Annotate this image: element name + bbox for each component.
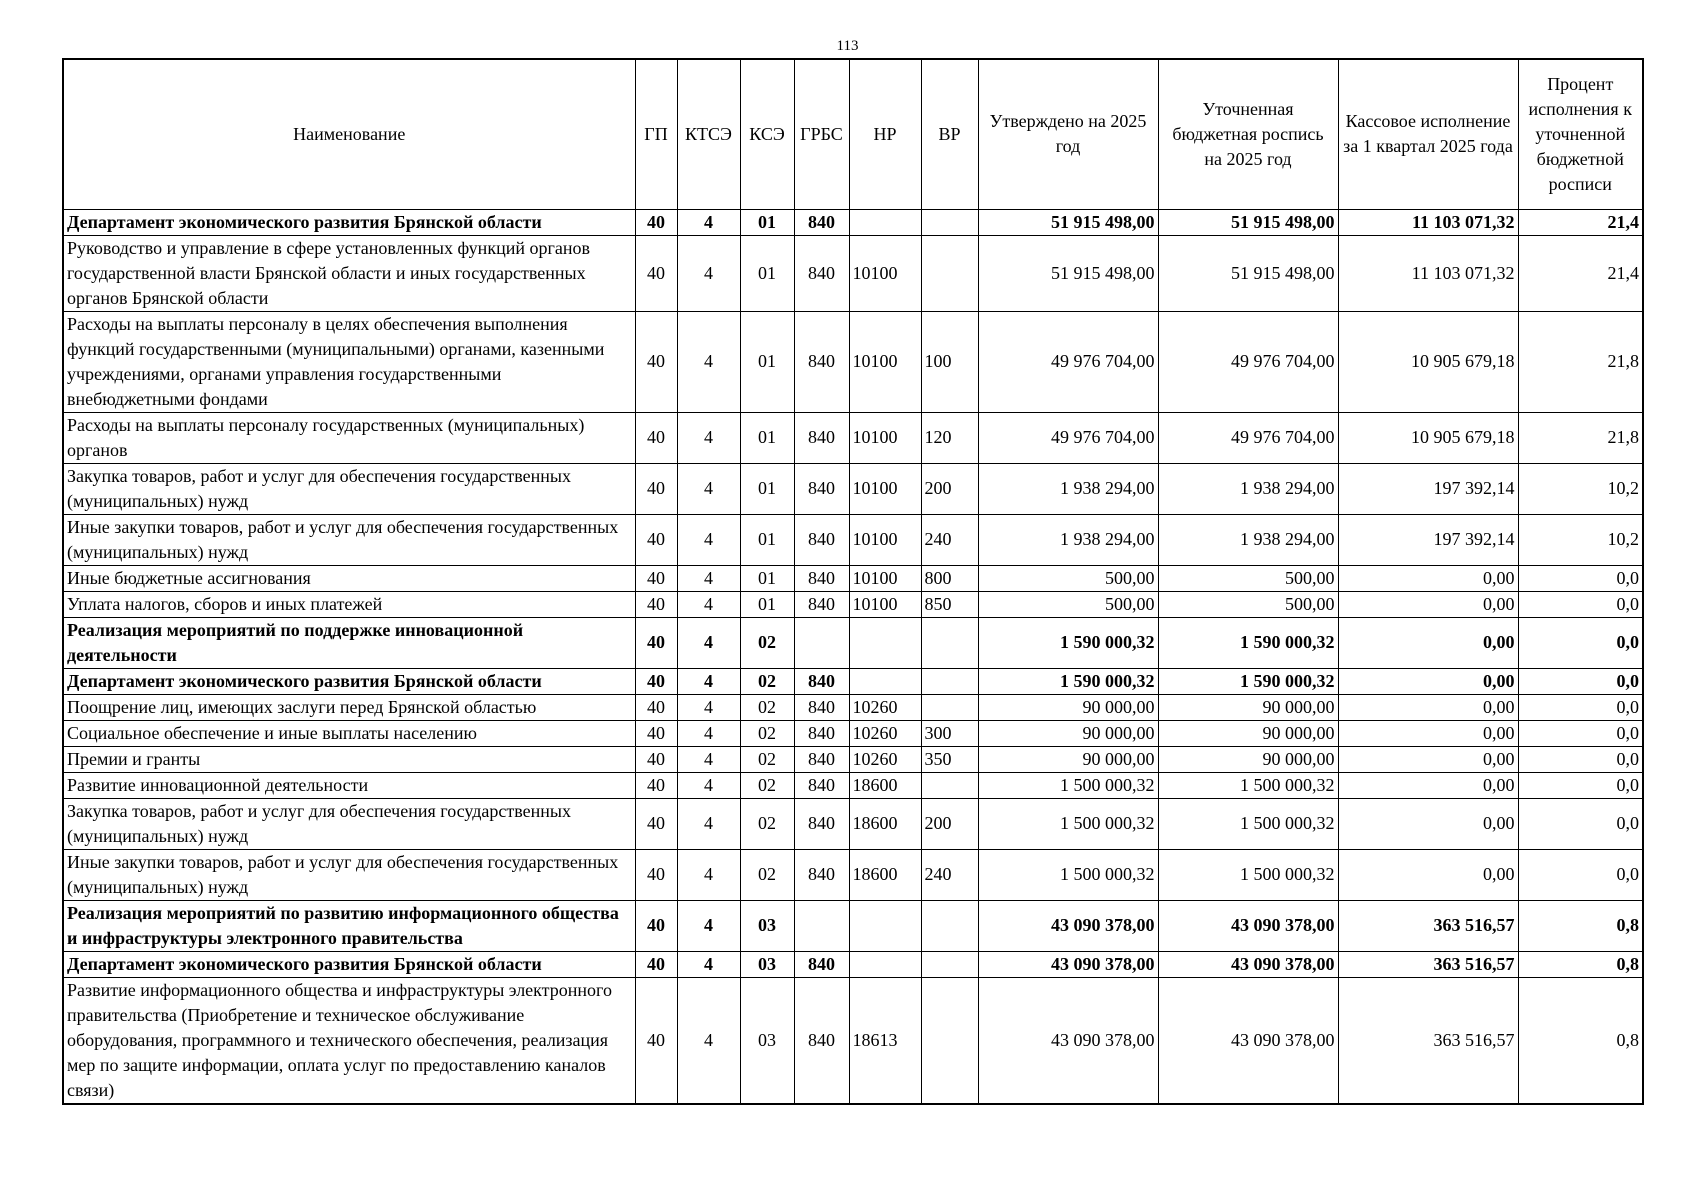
- cell-vr: 120: [921, 412, 978, 463]
- table-row: [63, 514, 1643, 565]
- cell-name: Закупка товаров, работ и услуг для обеспечения государственных (муниципальных) нужд: [63, 463, 635, 514]
- cell-grbs: 840: [794, 311, 849, 412]
- cell-percent: 10,2: [1518, 463, 1643, 514]
- cell-grbs: 840: [794, 412, 849, 463]
- cell-gp: 40: [635, 720, 677, 746]
- cell-name: Расходы на выплаты персоналу государственных (муниципальных) органов: [63, 412, 635, 463]
- cell-vr: [921, 668, 978, 694]
- cell-percent: 0,0: [1518, 694, 1643, 720]
- cell-nr: [849, 668, 921, 694]
- table-row: [63, 798, 1643, 849]
- cell-grbs: 840: [794, 591, 849, 617]
- cell-nr: 18613: [849, 977, 921, 1104]
- cell-percent: 0,0: [1518, 798, 1643, 849]
- cell-approved: 51 915 498,00: [978, 209, 1158, 235]
- cell-name: Реализация мероприятий по развитию информационного общества и инфраструктуры электронного правительства: [63, 900, 635, 951]
- cell-approved: 1 590 000,32: [978, 668, 1158, 694]
- cell-percent: 0,0: [1518, 668, 1643, 694]
- cell-ktse: 4: [677, 235, 740, 311]
- cell-refined: 1 590 000,32: [1158, 617, 1338, 668]
- cell-approved: 1 500 000,32: [978, 772, 1158, 798]
- cell-cash: 10 905 679,18: [1338, 311, 1518, 412]
- cell-ktse: 4: [677, 209, 740, 235]
- cell-kse: 02: [740, 849, 794, 900]
- header-nr: НР: [849, 59, 921, 209]
- cell-cash: 0,00: [1338, 772, 1518, 798]
- cell-approved: 1 590 000,32: [978, 617, 1158, 668]
- table-row: [63, 772, 1643, 798]
- cell-kse: 01: [740, 209, 794, 235]
- cell-nr: 10100: [849, 591, 921, 617]
- cell-percent: 0,8: [1518, 977, 1643, 1104]
- table-row: [63, 565, 1643, 591]
- cell-grbs: 840: [794, 798, 849, 849]
- cell-vr: 200: [921, 798, 978, 849]
- cell-percent: 0,0: [1518, 720, 1643, 746]
- cell-vr: 100: [921, 311, 978, 412]
- cell-approved: 90 000,00: [978, 694, 1158, 720]
- cell-name: Руководство и управление в сфере установленных функций органов государственной власти Брянской области и иных государственных органов Брянской области: [63, 235, 635, 311]
- cell-ktse: 4: [677, 668, 740, 694]
- cell-percent: 0,8: [1518, 951, 1643, 977]
- cell-approved: 90 000,00: [978, 746, 1158, 772]
- cell-kse: 01: [740, 565, 794, 591]
- cell-grbs: 840: [794, 463, 849, 514]
- cell-refined: 1 938 294,00: [1158, 463, 1338, 514]
- cell-nr: [849, 209, 921, 235]
- header-kse: КСЭ: [740, 59, 794, 209]
- cell-kse: 03: [740, 951, 794, 977]
- cell-gp: 40: [635, 772, 677, 798]
- cell-grbs: [794, 617, 849, 668]
- table-row: [63, 617, 1643, 668]
- cell-gp: 40: [635, 849, 677, 900]
- cell-name: Иные закупки товаров, работ и услуг для обеспечения государственных (муниципальных) нужд: [63, 514, 635, 565]
- cell-ktse: 4: [677, 565, 740, 591]
- cell-refined: 90 000,00: [1158, 720, 1338, 746]
- cell-nr: 10100: [849, 514, 921, 565]
- cell-ktse: 4: [677, 746, 740, 772]
- cell-vr: [921, 617, 978, 668]
- table-row: [63, 311, 1643, 412]
- cell-approved: 500,00: [978, 565, 1158, 591]
- cell-refined: 43 090 378,00: [1158, 951, 1338, 977]
- cell-nr: [849, 617, 921, 668]
- cell-percent: 0,0: [1518, 849, 1643, 900]
- cell-approved: 1 500 000,32: [978, 798, 1158, 849]
- table-row: [63, 694, 1643, 720]
- cell-gp: 40: [635, 412, 677, 463]
- header-cash: Кассовое исполнение за 1 квартал 2025 года: [1338, 59, 1518, 209]
- cell-gp: 40: [635, 746, 677, 772]
- cell-vr: [921, 772, 978, 798]
- cell-gp: 40: [635, 617, 677, 668]
- cell-refined: 90 000,00: [1158, 694, 1338, 720]
- cell-grbs: 840: [794, 772, 849, 798]
- cell-ktse: 4: [677, 798, 740, 849]
- cell-cash: 0,00: [1338, 746, 1518, 772]
- cell-kse: 02: [740, 617, 794, 668]
- cell-name: Департамент экономического развития Брянской области: [63, 668, 635, 694]
- table-row: [63, 849, 1643, 900]
- cell-gp: 40: [635, 900, 677, 951]
- cell-name: Поощрение лиц, имеющих заслуги перед Брянской областью: [63, 694, 635, 720]
- header-name: Наименование: [63, 59, 635, 209]
- cell-approved: 49 976 704,00: [978, 412, 1158, 463]
- cell-grbs: 840: [794, 235, 849, 311]
- cell-gp: 40: [635, 694, 677, 720]
- cell-gp: 40: [635, 311, 677, 412]
- cell-percent: 21,4: [1518, 235, 1643, 311]
- cell-kse: 01: [740, 311, 794, 412]
- cell-approved: 1 938 294,00: [978, 463, 1158, 514]
- cell-nr: [849, 951, 921, 977]
- cell-nr: [849, 900, 921, 951]
- cell-refined: 1 500 000,32: [1158, 798, 1338, 849]
- cell-percent: 0,0: [1518, 746, 1643, 772]
- cell-cash: 363 516,57: [1338, 977, 1518, 1104]
- cell-ktse: 4: [677, 951, 740, 977]
- cell-ktse: 4: [677, 900, 740, 951]
- cell-ktse: 4: [677, 772, 740, 798]
- header-ktse: КТСЭ: [677, 59, 740, 209]
- table-row: [63, 235, 1643, 311]
- cell-ktse: 4: [677, 412, 740, 463]
- cell-nr: 10260: [849, 720, 921, 746]
- cell-refined: 500,00: [1158, 565, 1338, 591]
- header-row: [63, 59, 1643, 209]
- cell-gp: 40: [635, 977, 677, 1104]
- cell-vr: [921, 235, 978, 311]
- cell-refined: 90 000,00: [1158, 746, 1338, 772]
- cell-grbs: 840: [794, 746, 849, 772]
- cell-vr: [921, 209, 978, 235]
- cell-cash: 0,00: [1338, 591, 1518, 617]
- cell-refined: 43 090 378,00: [1158, 900, 1338, 951]
- cell-ktse: 4: [677, 463, 740, 514]
- cell-ktse: 4: [677, 694, 740, 720]
- cell-gp: 40: [635, 798, 677, 849]
- cell-nr: 10100: [849, 412, 921, 463]
- table-row: [63, 977, 1643, 1104]
- cell-name: Реализация мероприятий по поддержке инновационной деятельности: [63, 617, 635, 668]
- cell-kse: 01: [740, 463, 794, 514]
- cell-percent: 0,0: [1518, 617, 1643, 668]
- cell-refined: 1 938 294,00: [1158, 514, 1338, 565]
- cell-name: Развитие инновационной деятельности: [63, 772, 635, 798]
- cell-approved: 49 976 704,00: [978, 311, 1158, 412]
- cell-grbs: 840: [794, 951, 849, 977]
- cell-approved: 43 090 378,00: [978, 977, 1158, 1104]
- cell-grbs: 840: [794, 694, 849, 720]
- cell-name: Развитие информационного общества и инфраструктуры электронного правительства (Приобретение и техническое обслуживание оборудования, программного и технического обеспечения, реализация мер по защите информации, оплата услуг по предоставлению каналов связи): [63, 977, 635, 1104]
- cell-vr: [921, 977, 978, 1104]
- cell-percent: 0,0: [1518, 591, 1643, 617]
- cell-percent: 21,8: [1518, 311, 1643, 412]
- cell-cash: 0,00: [1338, 849, 1518, 900]
- header-grbs: ГРБС: [794, 59, 849, 209]
- cell-approved: 500,00: [978, 591, 1158, 617]
- cell-grbs: 840: [794, 668, 849, 694]
- cell-percent: 0,0: [1518, 565, 1643, 591]
- cell-grbs: 840: [794, 514, 849, 565]
- cell-kse: 01: [740, 591, 794, 617]
- cell-ktse: 4: [677, 720, 740, 746]
- cell-name: Закупка товаров, работ и услуг для обеспечения государственных (муниципальных) нужд: [63, 798, 635, 849]
- cell-vr: 240: [921, 514, 978, 565]
- cell-approved: 1 500 000,32: [978, 849, 1158, 900]
- cell-nr: 10260: [849, 746, 921, 772]
- cell-vr: [921, 900, 978, 951]
- cell-kse: 02: [740, 668, 794, 694]
- cell-cash: 0,00: [1338, 617, 1518, 668]
- cell-ktse: 4: [677, 977, 740, 1104]
- table-body: [63, 209, 1643, 1104]
- cell-cash: 363 516,57: [1338, 900, 1518, 951]
- table-row: [63, 720, 1643, 746]
- cell-approved: 51 915 498,00: [978, 235, 1158, 311]
- table-row: [63, 668, 1643, 694]
- cell-nr: 10100: [849, 463, 921, 514]
- cell-name: Премии и гранты: [63, 746, 635, 772]
- table-row: [63, 463, 1643, 514]
- cell-ktse: 4: [677, 311, 740, 412]
- cell-vr: 800: [921, 565, 978, 591]
- cell-name: Уплата налогов, сборов и иных платежей: [63, 591, 635, 617]
- cell-vr: 850: [921, 591, 978, 617]
- cell-grbs: 840: [794, 209, 849, 235]
- cell-nr: 18600: [849, 849, 921, 900]
- cell-refined: 51 915 498,00: [1158, 235, 1338, 311]
- cell-gp: 40: [635, 668, 677, 694]
- cell-gp: 40: [635, 514, 677, 565]
- cell-kse: 02: [740, 720, 794, 746]
- header-gp: ГП: [635, 59, 677, 209]
- cell-refined: 1 500 000,32: [1158, 772, 1338, 798]
- cell-grbs: 840: [794, 720, 849, 746]
- cell-gp: 40: [635, 463, 677, 514]
- cell-kse: 02: [740, 746, 794, 772]
- cell-nr: 18600: [849, 772, 921, 798]
- cell-kse: 01: [740, 412, 794, 463]
- cell-gp: 40: [635, 235, 677, 311]
- cell-refined: 1 590 000,32: [1158, 668, 1338, 694]
- cell-name: Департамент экономического развития Брянской области: [63, 209, 635, 235]
- table-row: [63, 209, 1643, 235]
- cell-gp: 40: [635, 565, 677, 591]
- cell-cash: 0,00: [1338, 668, 1518, 694]
- header-vr: ВР: [921, 59, 978, 209]
- cell-grbs: [794, 900, 849, 951]
- budget-table: [62, 58, 1644, 1105]
- cell-approved: 1 938 294,00: [978, 514, 1158, 565]
- cell-gp: 40: [635, 591, 677, 617]
- table-row: [63, 412, 1643, 463]
- cell-kse: 01: [740, 235, 794, 311]
- table-row: [63, 900, 1643, 951]
- cell-name: Социальное обеспечение и иные выплаты населению: [63, 720, 635, 746]
- cell-percent: 21,8: [1518, 412, 1643, 463]
- cell-name: Иные закупки товаров, работ и услуг для обеспечения государственных (муниципальных) нужд: [63, 849, 635, 900]
- cell-cash: 197 392,14: [1338, 463, 1518, 514]
- cell-vr: 240: [921, 849, 978, 900]
- cell-kse: 02: [740, 694, 794, 720]
- cell-nr: 10100: [849, 565, 921, 591]
- cell-kse: 03: [740, 977, 794, 1104]
- page-number: 113: [836, 38, 859, 54]
- cell-refined: 1 500 000,32: [1158, 849, 1338, 900]
- cell-kse: 02: [740, 772, 794, 798]
- header-percent: Процент исполнения к уточненной бюджетной росписи: [1518, 59, 1643, 209]
- table-row: [63, 951, 1643, 977]
- cell-nr: 10100: [849, 235, 921, 311]
- cell-cash: 0,00: [1338, 720, 1518, 746]
- cell-refined: 49 976 704,00: [1158, 311, 1338, 412]
- cell-refined: 51 915 498,00: [1158, 209, 1338, 235]
- cell-percent: 10,2: [1518, 514, 1643, 565]
- cell-name: Иные бюджетные ассигнования: [63, 565, 635, 591]
- cell-approved: 90 000,00: [978, 720, 1158, 746]
- cell-cash: 197 392,14: [1338, 514, 1518, 565]
- cell-cash: 0,00: [1338, 798, 1518, 849]
- cell-cash: 0,00: [1338, 694, 1518, 720]
- cell-percent: 21,4: [1518, 209, 1643, 235]
- cell-nr: 18600: [849, 798, 921, 849]
- cell-grbs: 840: [794, 849, 849, 900]
- cell-ktse: 4: [677, 514, 740, 565]
- header-refined: Уточненная бюджетная роспись на 2025 год: [1158, 59, 1338, 209]
- cell-vr: 300: [921, 720, 978, 746]
- cell-refined: 500,00: [1158, 591, 1338, 617]
- cell-cash: 11 103 071,32: [1338, 209, 1518, 235]
- cell-kse: 03: [740, 900, 794, 951]
- cell-nr: 10100: [849, 311, 921, 412]
- cell-nr: 10260: [849, 694, 921, 720]
- cell-vr: 200: [921, 463, 978, 514]
- cell-kse: 01: [740, 514, 794, 565]
- header-approved: Утверждено на 2025 год: [978, 59, 1158, 209]
- cell-gp: 40: [635, 951, 677, 977]
- cell-refined: 43 090 378,00: [1158, 977, 1338, 1104]
- cell-vr: [921, 951, 978, 977]
- cell-grbs: 840: [794, 977, 849, 1104]
- cell-percent: 0,8: [1518, 900, 1643, 951]
- cell-grbs: 840: [794, 565, 849, 591]
- cell-gp: 40: [635, 209, 677, 235]
- cell-approved: 43 090 378,00: [978, 951, 1158, 977]
- cell-refined: 49 976 704,00: [1158, 412, 1338, 463]
- cell-cash: 363 516,57: [1338, 951, 1518, 977]
- cell-vr: [921, 694, 978, 720]
- cell-approved: 43 090 378,00: [978, 900, 1158, 951]
- table-row: [63, 746, 1643, 772]
- cell-cash: 11 103 071,32: [1338, 235, 1518, 311]
- cell-cash: 10 905 679,18: [1338, 412, 1518, 463]
- cell-ktse: 4: [677, 849, 740, 900]
- table-row: [63, 591, 1643, 617]
- cell-name: Расходы на выплаты персоналу в целях обеспечения выполнения функций государственными (муниципальными) органами, казенными учреждениями, органами управления государственными внебюджетными фондами: [63, 311, 635, 412]
- cell-vr: 350: [921, 746, 978, 772]
- cell-percent: 0,0: [1518, 772, 1643, 798]
- cell-cash: 0,00: [1338, 565, 1518, 591]
- cell-kse: 02: [740, 798, 794, 849]
- cell-name: Департамент экономического развития Брянской области: [63, 951, 635, 977]
- cell-ktse: 4: [677, 617, 740, 668]
- cell-ktse: 4: [677, 591, 740, 617]
